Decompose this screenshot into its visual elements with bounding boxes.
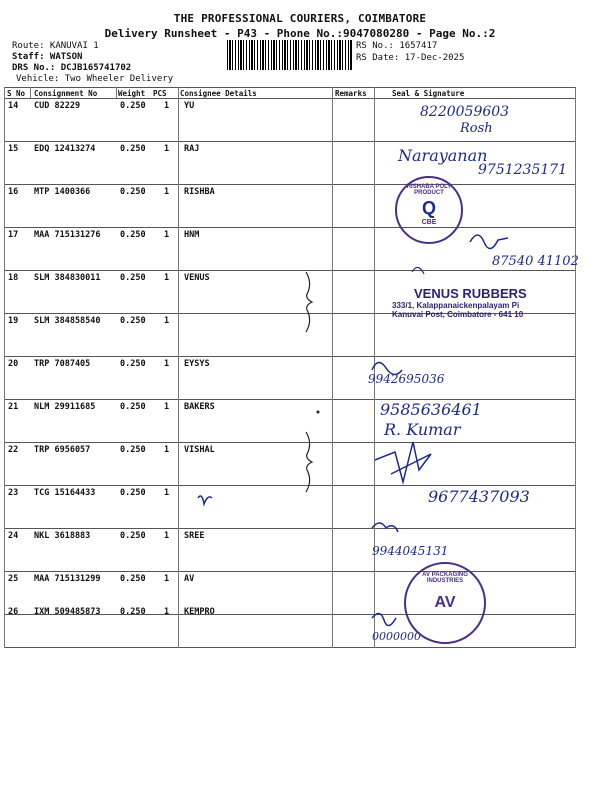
col-header-seal: Seal & Signature [392,89,465,98]
pcs-cell: 1 [164,402,170,412]
stamp-text: CBE [421,219,437,226]
pcs-cell: 1 [164,531,170,541]
rishaba-stamp [395,176,463,244]
pcs-cell: 1 [164,488,170,498]
consignment-cell: TRP 6956057 [34,445,91,455]
consignment-cell: NKL 3618883 [34,531,91,541]
pcs-cell: 1 [164,359,170,369]
handwritten-phone: 8220059603 [420,104,510,120]
weight-cell: 0.250 [120,445,146,455]
handwritten-signature: Rosh [460,121,493,136]
handwritten-signature: Narayanan [398,146,488,165]
sno-cell: 21 [8,402,19,412]
weight-cell: 0.250 [120,531,146,541]
weight-cell: 0.250 [120,187,146,197]
vehicle-label: Vehicle: Two Wheeler Delivery [16,74,174,84]
weight-cell: 0.250 [120,359,146,369]
stamp-mark: Q [421,198,436,218]
consignment-cell: MTP 1400366 [34,187,91,197]
consignment-cell: SLM 384858540 [34,316,101,326]
consignment-cell: SLM 384830011 [34,273,101,283]
handwritten-phone: 9585636461 [380,400,482,419]
stamp-text: AV [434,594,456,611]
handwritten-phone: 87540 41102 [492,254,579,269]
sno-cell: 17 [8,230,19,240]
sno-cell: 14 [8,101,19,111]
weight-cell: 0.250 [120,230,146,240]
pcs-cell: 1 [164,230,170,240]
stamp-text: RISHABA POLY PRODUCT [406,184,452,196]
runsheet-subtitle: Delivery Runsheet - P43 - Phone No.:9047080280 - Page No.:2 [104,27,496,40]
sno-cell: 20 [8,359,19,369]
venus-rubbers-stamp [392,286,582,319]
handwritten-signature: 0000000 [372,630,421,643]
weight-cell: 0.250 [120,273,146,283]
consignment-cell: MAA 715131299 [34,574,101,584]
consignment-cell: IXM 509485873 [34,607,101,617]
pcs-cell: 1 [164,144,170,154]
stamp-text: VENUS RUBBERS [414,286,527,301]
sno-cell: 22 [8,445,19,455]
stamp-text: AV PACKAGING INDUSTRIES [422,572,468,584]
consignee-cell: YU [184,101,195,111]
rs-date: RS Date: 17-Dec-2025 [356,53,465,63]
sno-cell: 25 [8,574,19,584]
col-header-sno: S No [7,89,26,98]
consignment-cell: MAA 715131276 [34,230,101,240]
handwritten-phone: 9677437093 [428,487,530,506]
sno-cell: 18 [8,273,19,283]
pcs-cell: 1 [164,316,170,326]
col-header-consignee: Consignee Details [180,89,257,98]
col-header-pcs: PCS [153,89,167,98]
sno-cell: 26 [8,607,19,617]
consignee-cell: VENUS [184,273,210,283]
consignee-cell: RISHBA [184,187,215,197]
sno-cell: 24 [8,531,19,541]
sno-cell: 19 [8,316,19,326]
pcs-cell: 1 [164,273,170,283]
drs-label: DRS No.: DCJB165741702 [12,63,132,73]
pcs-cell: 1 [164,607,170,617]
staff-label: Staff: WATSON [12,52,83,62]
pcs-cell: 1 [164,187,170,197]
pcs-cell: 1 [164,574,170,584]
route-label: Route: KANUVAI 1 [12,41,99,51]
weight-cell: 0.250 [120,607,146,617]
consignment-cell: NLM 29911685 [34,402,96,412]
consignee-cell: EYSYS [184,359,210,369]
consignee-cell: RAJ [184,144,200,154]
sno-cell: 23 [8,488,19,498]
consignment-cell: EDQ 12413274 [34,144,96,154]
weight-cell: 0.250 [120,316,146,326]
consignee-cell: VISHAL [184,445,215,455]
weight-cell: 0.250 [120,101,146,111]
pcs-cell: 1 [164,101,170,111]
stamp-text: 333/1, Kalappanaickenpalayam Pi [392,301,520,310]
weight-cell: 0.250 [120,574,146,584]
weight-cell: 0.250 [120,402,146,412]
weight-cell: 0.250 [120,488,146,498]
consignment-cell: CUD 82229 [34,101,81,111]
handwritten-phone: 9944045131 [372,544,449,558]
consignee-cell: HNM [184,230,200,240]
consignee-cell: KEMPRO [184,607,215,617]
company-title: THE PROFESSIONAL COURIERS, COIMBATORE [173,12,427,25]
handwritten-phone: 9751235171 [478,162,568,178]
col-header-remarks: Remarks [335,89,367,98]
handwritten-phone: 9942695036 [368,372,445,386]
av-packaging-stamp [404,562,486,644]
consignee-cell: AV [184,574,195,584]
handwritten-signature: R. Kumar [384,420,461,439]
rs-number: RS No.: 1657417 [356,41,438,51]
weight-cell: 0.250 [120,144,146,154]
consignment-cell: TCG 15164433 [34,488,96,498]
consignee-cell: SREE [184,531,205,541]
sno-cell: 16 [8,187,19,197]
col-header-weight: Weight [118,89,146,98]
consignee-cell: BAKERS [184,402,215,412]
sno-cell: 15 [8,144,19,154]
pcs-cell: 1 [164,445,170,455]
consignment-cell: TRP 7087405 [34,359,91,369]
col-header-consignment: Consignment No [34,89,98,98]
stamp-text: Kanuvai Post, Coimbatore - 641 10 [392,310,524,319]
